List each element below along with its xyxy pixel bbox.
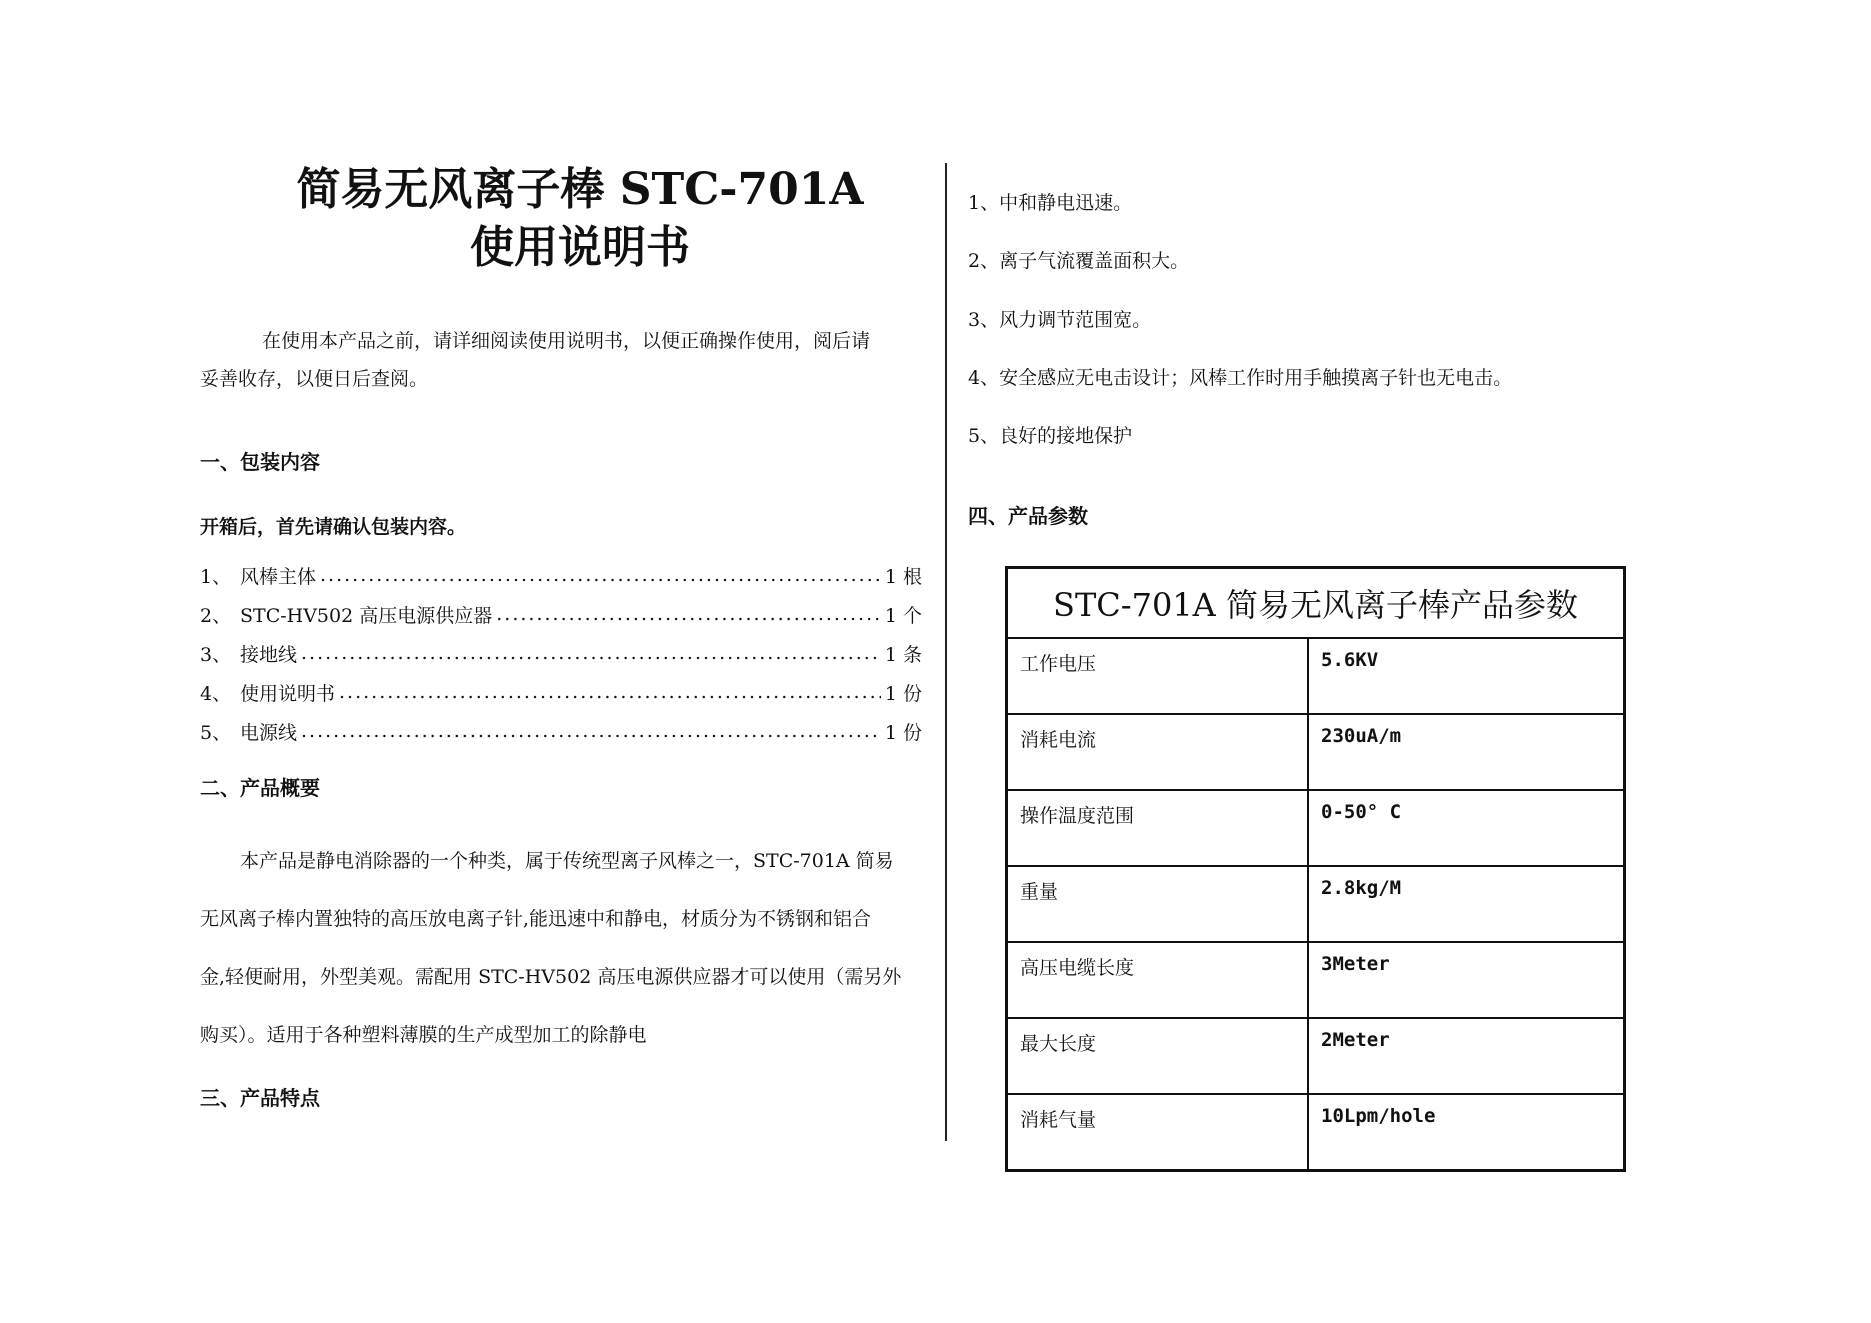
list-item-name: 接地线 [240, 643, 298, 666]
intro-line-1: 在使用本产品之前，请详细阅读使用说明书，以便正确操作使用，阅后请 [262, 330, 871, 352]
list-item-quantity: 1 份 [884, 721, 922, 744]
parameter-name: 工作电压 [1007, 638, 1309, 714]
parameter-value: 230uA/m [1308, 714, 1625, 790]
parameters-table [1005, 566, 1626, 1172]
parameter-value: 0-50° C [1308, 790, 1625, 866]
parameter-value: 2.8kg/M [1308, 866, 1625, 942]
leader-dots [301, 642, 881, 664]
parameter-value: 2Meter [1308, 1018, 1625, 1094]
list-item-quantity: 1 条 [884, 643, 922, 666]
leader-dots [301, 720, 881, 742]
leader-dots [339, 681, 881, 703]
parameter-value: 3Meter [1308, 942, 1625, 1018]
table-row [1007, 1094, 1625, 1171]
section-heading-packaging: 一、包装内容 [200, 450, 320, 474]
table-row [1007, 790, 1625, 866]
list-item-name: 使用说明书 [240, 682, 336, 705]
column-divider [945, 163, 947, 1141]
section-heading-parameters: 四、产品参数 [968, 504, 1088, 528]
table-row [1007, 866, 1625, 942]
leader-dots [320, 564, 881, 586]
list-item-name: 风棒主体 [240, 565, 317, 588]
feature-item: 2、离子气流覆盖面积大。 [968, 250, 1190, 272]
list-item [200, 599, 922, 629]
overview-line-4: 购买）。适用于各种塑料薄膜的生产成型加工的除静电 [200, 1024, 647, 1046]
packaging-subheading: 开箱后，首先请确认包装内容。 [200, 516, 467, 538]
parameter-name: 重量 [1007, 866, 1309, 942]
table-title-row [1007, 568, 1625, 639]
overview-line-1: 本产品是静电消除器的一个种类，属于传统型离子风棒之一，STC-701A 简易 [240, 850, 894, 872]
parameter-name: 最大长度 [1007, 1018, 1309, 1094]
parameter-value: 10Lpm/hole [1308, 1094, 1625, 1171]
parameter-name: 操作温度范围 [1007, 790, 1309, 866]
list-item-number: 3、 [200, 643, 232, 666]
list-item [200, 638, 922, 668]
parameter-name: 消耗电流 [1007, 714, 1309, 790]
parameter-name: 消耗气量 [1007, 1094, 1309, 1171]
list-item [200, 560, 922, 590]
parameter-value: 5.6KV [1308, 638, 1625, 714]
table-row [1007, 1018, 1625, 1094]
list-item-number: 5、 [200, 721, 232, 744]
overview-line-2: 无风离子棒内置独特的高压放电离子针,能迅速中和静电，材质分为不锈钢和铝合 [200, 908, 872, 930]
list-item [200, 716, 922, 746]
section-heading-features: 三、产品特点 [200, 1086, 320, 1110]
feature-item: 5、良好的接地保护 [968, 425, 1133, 447]
list-item-quantity: 1 根 [884, 565, 922, 588]
list-item-number: 4、 [200, 682, 232, 705]
leader-dots [496, 603, 881, 625]
feature-item: 1、中和静电迅速。 [968, 192, 1133, 214]
table-row [1007, 714, 1625, 790]
overview-line-3: 金,轻便耐用，外型美观。需配用 STC-HV502 高压电源供应器才可以使用（需另外 [200, 966, 902, 988]
list-item-name: STC-HV502 高压电源供应器 [240, 604, 493, 627]
list-item-quantity: 1 份 [884, 682, 922, 705]
section-heading-overview: 二、产品概要 [200, 776, 320, 800]
list-item-quantity: 1 个 [884, 604, 922, 627]
parameter-name: 高压电缆长度 [1007, 942, 1309, 1018]
list-item-number: 2、 [200, 604, 232, 627]
feature-item: 3、风力调节范围宽。 [968, 309, 1152, 331]
feature-item: 4、安全感应无电击设计；风棒工作时用手触摸离子针也无电击。 [968, 367, 1513, 389]
intro-line-2: 妥善收存，以便日后查阅。 [200, 368, 429, 390]
list-item-name: 电源线 [240, 721, 298, 744]
document-subtitle: 使用说明书 [470, 222, 690, 273]
list-item-number: 1、 [200, 565, 232, 588]
table-row [1007, 638, 1625, 714]
table-title: STC-701A 简易无风离子棒产品参数 [1007, 568, 1625, 639]
document-title: 简易无风离子棒 STC-701A [296, 164, 864, 215]
table-row [1007, 942, 1625, 1018]
list-item [200, 677, 922, 707]
